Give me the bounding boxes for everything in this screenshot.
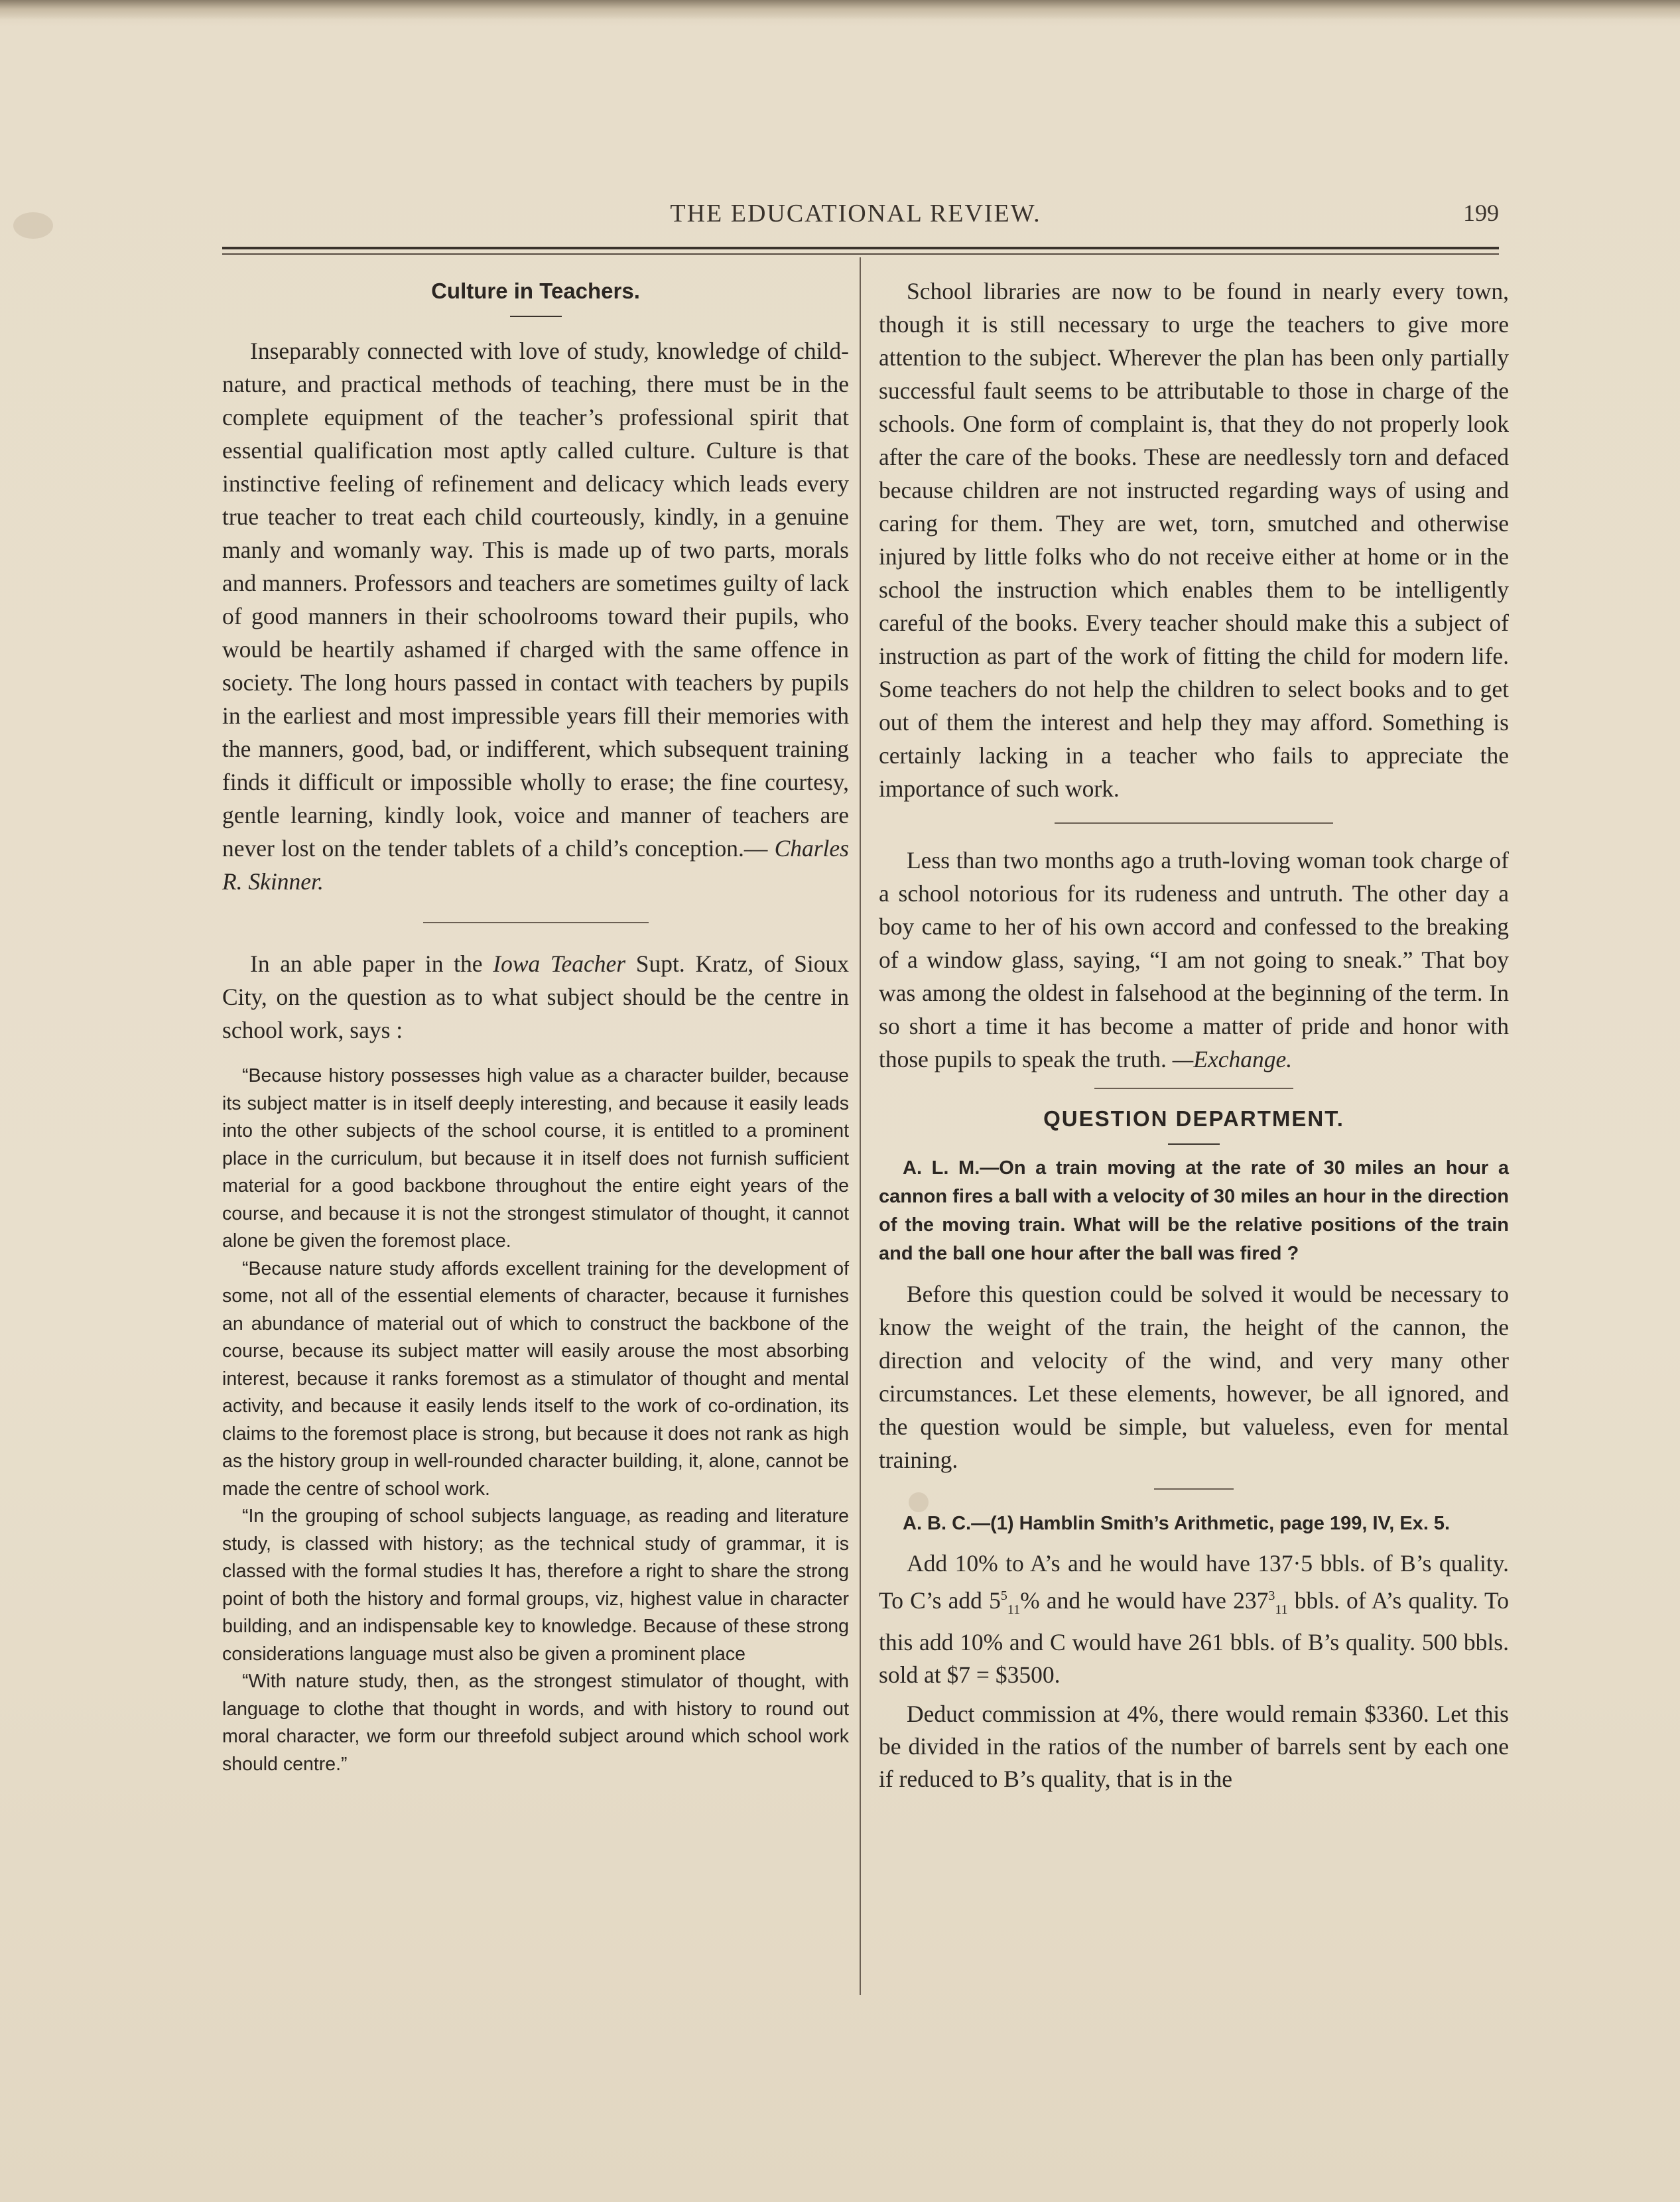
abc-question — [879, 1510, 1509, 1538]
answer-text: bbls. of A’s quality. To this add 10% and C would have 261 bbls. of B’s quality. 500 bbls. sold at $7 = $3500. — [879, 1587, 1509, 1688]
truth-paragraph: Less than two months ago a truth-loving woman took charge of a school notorious for its rudeness and untruth. The other day a boy came to her of his own accord and confessed to the breaking of a window glass, saying, “I am not going to sneak.” That boy was among the oldest in falsehood at the beginning of the term. In so short a time it has become a matter of pride and honor with those pupils to speak the truth. — [879, 847, 1509, 1072]
quote-paragraph: “In the grouping of school subjects language, as reading and literature study, is classed with history; as the technical study of grammar, it is classed with the formal studies It has, therefore a right to share the strong point of both the history and formal groups, viz, highest value in character building, and an indispensable key to knowledge. Because of these strong considerations language must also be given a prominent place — [222, 1506, 849, 1665]
kratz-quote — [222, 1063, 849, 1778]
section-separator — [423, 922, 649, 923]
quote-paragraph: “Because nature study affords excellent training for the development of some, not all of the essential elements of character, because it furnishes an abundance of material out of which to construct the backbone of the course, because its subject matter will easily arouse the most absorbing interest, because it ranks foremost as a stimulator of thought and mental activity, and because it easily lends itself to the work of co-ordination, its claims to the foremost place is strong, but because it does not rank as high as the history group in well-rounded character building, it, alone, cannot be made the centre of school work. — [222, 1258, 849, 1500]
fraction-numerator: 3 — [1268, 1588, 1275, 1603]
truth-article — [879, 844, 1509, 1076]
heading-rule — [510, 316, 562, 317]
right-column — [879, 265, 1509, 1795]
header-rule-thin — [222, 253, 1499, 255]
section-separator — [1154, 1488, 1234, 1490]
culture-article — [222, 334, 849, 898]
answer-text: Add 10% to A’s and he would have 137·5 bbls. of B’s quality. To C’s add 5 — [879, 1550, 1509, 1614]
kratz-intro-text-2: Supt. Kratz, of Sioux City, on the question as to what subject should be the centre in school work, says : — [222, 950, 849, 1043]
fraction-denominator: 11 — [1007, 1602, 1021, 1617]
running-head — [219, 199, 1499, 239]
fraction-denominator: 11 — [1275, 1602, 1288, 1617]
journal-title: THE EDUCATIONAL REVIEW. — [670, 200, 1041, 227]
section-separator — [1055, 822, 1333, 824]
libraries-paragraph: School libraries are now to be found in nearly every town, though it is still necessary to urge the teachers to give more attention to the subject. Wherever the plan has been only partially successful fault seems to be attributable to those in charge of the schools. One form of complaint is, that they do not properly look after the care of the books. These are needlessly torn and defaced because children are not instructed regarding ways of using and caring for them. They are wet, torn, smutched and otherwise injured by little folks who do not receive either at home or in the school the instruction which enables them to be intelligently careful of the books. Every teacher should make this a subject of instruction as part of the work of fitting the child for modern life. Some teachers do not help the children to select books and to get out of them the interest and help they may afford. Something is certainly lacking in a teacher who fails to appreciate the importance of such work. — [879, 278, 1509, 802]
column-divider — [860, 257, 861, 1995]
answer-text: % and he would have 237 — [1020, 1587, 1269, 1614]
alm-question — [879, 1154, 1509, 1268]
journal-name: Iowa Teacher — [493, 950, 626, 977]
kratz-intro-text: In an able paper in the — [250, 950, 493, 977]
left-column — [222, 265, 849, 1778]
header-rule — [222, 247, 1499, 249]
question-department-heading: QUESTION DEPARTMENT. — [1043, 1106, 1344, 1131]
truth-source: —Exchange. — [1172, 1046, 1293, 1072]
kratz-intro — [222, 947, 849, 1047]
section-separator — [1094, 1088, 1293, 1089]
culture-heading: Culture in Teachers. — [431, 279, 640, 303]
page-number: 199 — [1463, 200, 1499, 226]
fraction-numerator: 5 — [1000, 1588, 1007, 1603]
abc-answer-1 — [879, 1547, 1509, 1691]
quote-paragraph: “Because history possesses high value as a character builder, because its subject matter is in itself deeply interesting, and because it easily leads into the other subjects of the school course, it is entitled to a prominent place in the curriculum, but because it in itself does not furnish sufficient material for a good backbone throughout the entire eight years of the course, and because it is not the strongest stimulator of thought, it cannot alone be given the foremost place. — [222, 1065, 849, 1252]
culture-paragraph: Inseparably connected with love of study, knowledge of child-nature, and practical methods of teaching, there must be in the complete equipment of the teacher’s professional spirit that essential qualification most aptly called culture. Culture is that instinctive feeling of refinement and delicacy which leads every true teacher to treat each child courteously, kindly, in a genuine manly and womanly way. This is made up of two parts, morals and manners. Professors and teachers are sometimes guilty of lack of good manners in their schoolrooms toward their pupils, who would be heartily ashamed if charged with the same offence in society. The long hours passed in contact with teachers by pupils in the earliest and most impressible years fill their memories with the manners, good, bad, or indifferent, which subsequent training finds it difficult or impossible wholly to erase; the fine courtesy, gentle learning, kindly look, voice and manner of teachers are never lost on the tender tablets of a child’s conception.— — [222, 338, 849, 862]
heading-rule — [1168, 1143, 1220, 1145]
question-text: A. L. M.—On a train moving at the rate of 30 miles an hour a cannon fires a ball with a velocity of 30 miles an hour in the direction of the moving train. What will be the relative positions of the train and the ball one hour after the ball was fired ? — [879, 1157, 1509, 1264]
page-top-shadow — [0, 0, 1680, 20]
question-text: A. B. C.—(1) Hamblin Smith’s Arithmetic, page 199, IV, Ex. 5. — [903, 1513, 1451, 1534]
abc-answer-2: Deduct commission at 4%, there would remain $3360. Let this be divided in the ratios of the number of barrels sent by each one if reduced to B’s quality, that is in the — [879, 1700, 1509, 1792]
paper-stain — [13, 212, 53, 239]
culture-signature: Charles R. Skinner. — [222, 835, 849, 895]
quote-paragraph: “With nature study, then, as the strongest stimulator of thought, with language to clothe that thought in words, and with history to round out moral character, we form our threefold subject around which school work should centre.” — [222, 1671, 849, 1775]
alm-answer: Before this question could be solved it would be necessary to know the weight of the train, the height of the cannon, the direction and velocity of the wind, and very many other circumstances. Let these elements, however, be all ignored, and the question would be simple, but valueless, even for mental training. — [879, 1281, 1509, 1473]
